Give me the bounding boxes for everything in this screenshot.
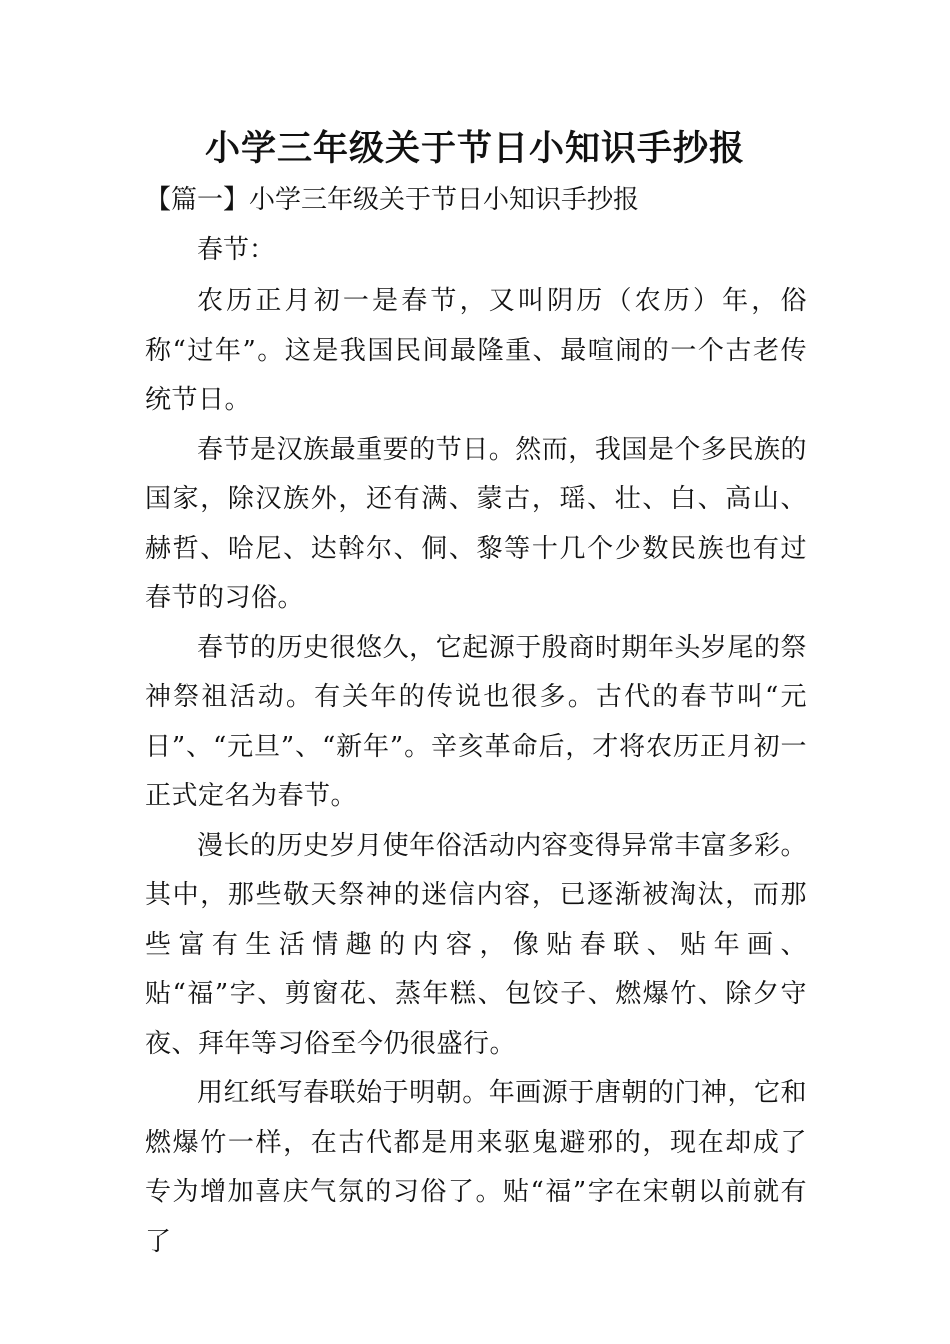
paragraph: 农历正月初一是春节，又叫阴历（农历）年，俗称“过年”。这是我国民间最隆重、最喧闹的一个古老传统节日。 bbox=[145, 286, 807, 415]
section-label: 春节： bbox=[197, 235, 276, 265]
paragraph: 用红纸写春联始于明朝。年画源于唐朝的门神，它和燃爆竹一样，在古代都是用来驱鬼避邪的，现在却成了专为增加喜庆气氛的习俗了。贴“福”字在宋朝以前就有了 bbox=[145, 1078, 807, 1257]
paragraph: 漫长的历史岁月使年俗活动内容变得异常丰富多彩。其中，那些敬天祭神的迷信内容，已逐渐被淘汰，而那些富有生活情趣的内容，像贴春联、贴年画、贴“福”字、剪窗花、蒸年糕、包饺子、燃爆竹、除夕守夜、拜年等习俗至今仍很盛行。 bbox=[145, 830, 807, 1059]
body-text bbox=[145, 277, 807, 1267]
section-heading: 【篇一】小学三年级关于节日小知识手抄报 bbox=[145, 185, 640, 215]
paragraph: 春节是汉族最重要的节日。然而，我国是个多民族的国家，除汉族外，还有满、蒙古，瑶、壮、白、高山、赫哲、哈尼、达斡尔、侗、黎等十几个少数民族也有过春节的习俗。 bbox=[145, 434, 807, 613]
paragraph: 春节的历史很悠久，它起源于殷商时期年头岁尾的祭神祭祖活动。有关年的传说也很多。古代的春节叫“元日”、“元旦”、“新年”。辛亥革命后，才将农历正月初一正式定名为春节。 bbox=[145, 632, 807, 811]
document-title: 小学三年级关于节日小知识手抄报 bbox=[204, 128, 745, 169]
